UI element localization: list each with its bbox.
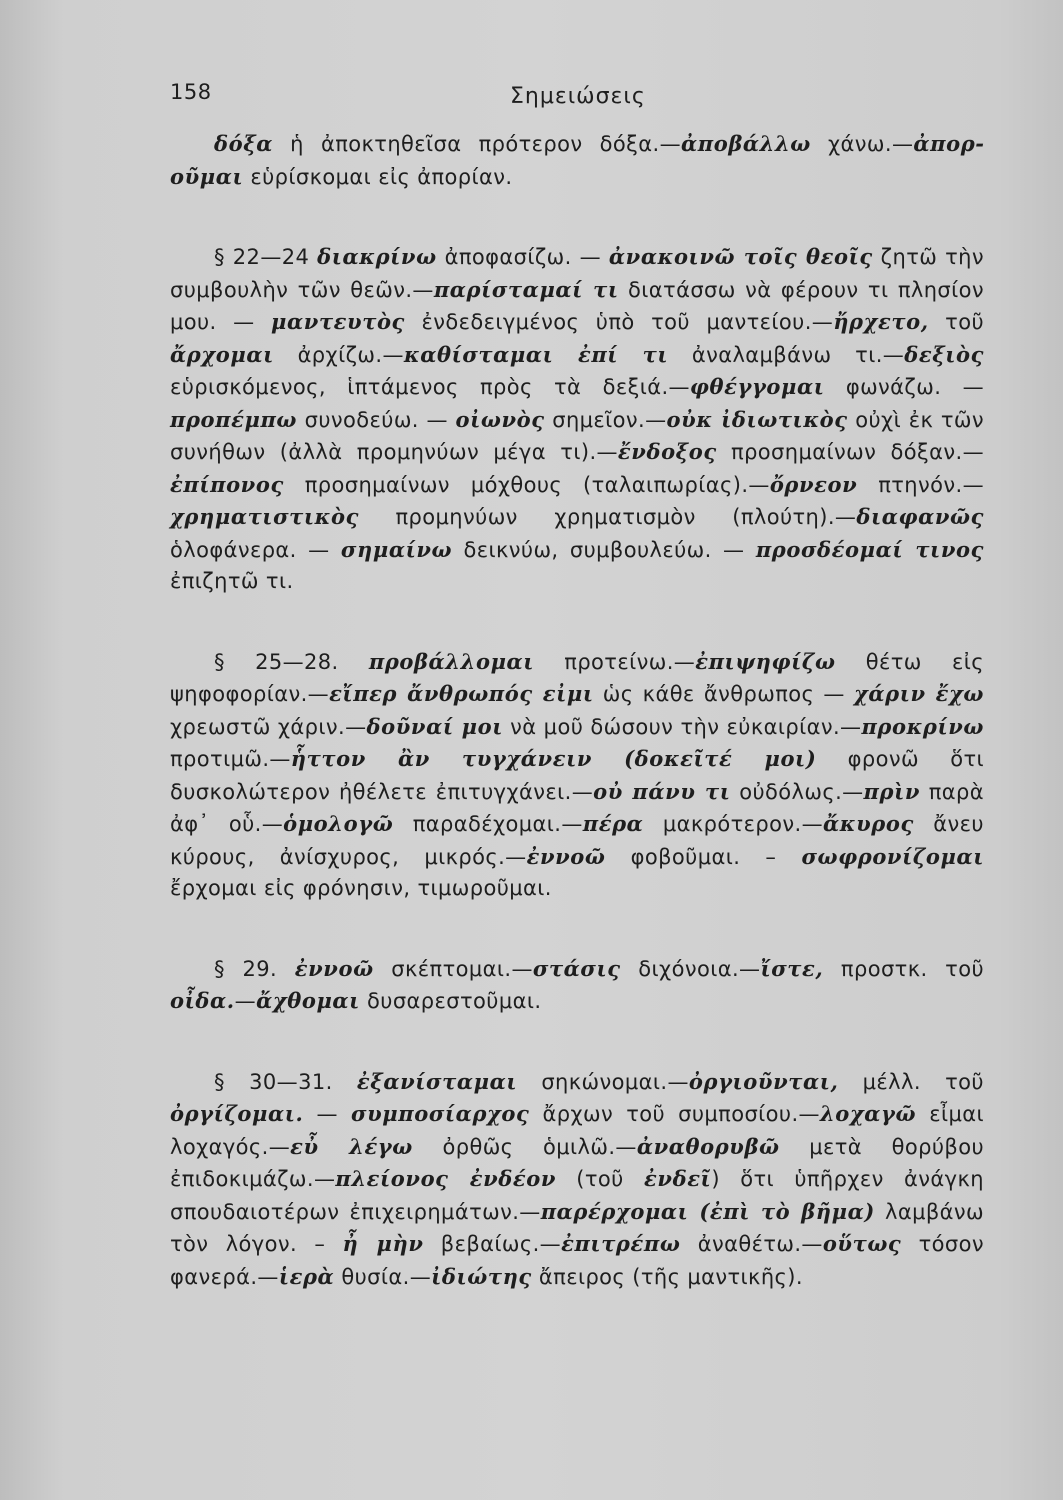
note-paragraph (170, 953, 984, 1018)
entry-gloss: προμηνύων χρηματισμὸν (πλούτη).— (358, 505, 857, 529)
glossary-entry (593, 780, 863, 804)
entry-lemma: εὖ λέγω (290, 1133, 413, 1159)
entry-lemma: ἔνδοξος (617, 439, 717, 464)
entry-lemma: ὁμολογῶ (283, 811, 394, 836)
entry-lemma: προπέμπω (170, 406, 298, 432)
note-paragraph (170, 1066, 984, 1294)
entry-gloss: ἄνευ κύρους, ἀνίσχυρος, μικρός.— (170, 812, 984, 869)
entry-lemma: ἧττον ἂν τυγχάνειν (δοκεῖτέ μοι) (290, 746, 817, 771)
entry-gloss: — (234, 989, 257, 1013)
entry-lemma: λοχαγῶ (819, 1101, 917, 1126)
glossary-entry (357, 1070, 689, 1094)
entry-lemma: ἄχθομαι (256, 988, 360, 1013)
entry-gloss: — (303, 1102, 352, 1126)
entry-lemma: ὀργίζομαι. (170, 1101, 304, 1126)
entry-gloss: μέλλ. τοῦ (838, 1069, 984, 1094)
entry-gloss: φωνάζω. — (824, 375, 984, 399)
entry-gloss: προσημαίνων μόχθους (ταλαιπωρίας).— (283, 472, 770, 497)
glossary-entry (214, 132, 681, 156)
entry-gloss: ἄπειρος (τῆς μαντικῆς). (531, 1264, 803, 1289)
entry-gloss: ἔρχομαι εἰς φρόνησιν, τιμωροῦμαι. (170, 876, 552, 900)
header-title: Σημειώσεις (510, 84, 646, 109)
glossary-entry (770, 473, 984, 497)
entry-gloss: εὑρισκόμενος, ἱπτάμενος πρὸς τὰ δεξιά.— (170, 375, 690, 399)
glossary-entry (317, 245, 609, 269)
note-paragraph (170, 241, 984, 598)
glossary-entry (689, 1070, 984, 1094)
glossary-entry (583, 812, 823, 836)
entry-gloss: τόσον φανερά.— (170, 1232, 984, 1289)
entry-gloss: νὰ μοῦ δώσουν τὴν εὐκαιρίαν.— (502, 714, 862, 739)
glossary-entry (279, 1265, 431, 1289)
entry-gloss: ὡς κάθε ἄνθρωπος — (593, 682, 854, 706)
entry-gloss: ἄρχων τοῦ συμποσίου.— (529, 1102, 820, 1126)
entry-lemma: χρηματιστικὸς (170, 504, 359, 529)
entry-gloss: δεικνύω, συμβουλεύω. — (452, 537, 756, 562)
entry-gloss: προσημαίνων δόξαν.— (716, 440, 984, 464)
entry-gloss: δυσαρεστοῦμαι. (359, 989, 542, 1013)
section-reference: § 29. (214, 956, 295, 981)
entry-gloss: ) ὅτι ὑπῆρχεν ἀνάγκη σπουδαιοτέρων ἐπιχειρημάτων.— (170, 1167, 984, 1224)
page-number: 158 (170, 80, 212, 104)
entry-lemma: συμποσίαρχος (351, 1101, 530, 1126)
entry-lemma: ἄρχομαι (170, 341, 274, 367)
glossary-entry (170, 1102, 351, 1126)
paragraph-gap (170, 1018, 984, 1066)
entry-gloss: ἀναθέτω.— (680, 1232, 823, 1256)
entry-lemma: διακρίνω (317, 244, 437, 269)
entry-gloss: ἀναλαμβάνω τι.— (668, 342, 905, 367)
entry-gloss: διατάσσω νὰ φέρουν τι πλησίον μου. — (170, 277, 985, 334)
glossary-entry (369, 650, 695, 674)
entry-lemma: οὐκ ἰδιωτικὸς (666, 406, 848, 432)
glossary-entry (404, 343, 904, 367)
entry-gloss: μετὰ θορύβου ἐπιδοκιμάζω.— (170, 1134, 985, 1191)
entry-gloss: ὀρθῶς ὁμιλῶ.— (412, 1134, 637, 1159)
glossary-entry (343, 1232, 562, 1256)
entry-lemma: ἐπιψηφίζω (695, 648, 836, 674)
entry-lemma: παρίσταμαί τι (433, 276, 619, 302)
glossary-entry (367, 715, 862, 739)
entry-gloss: φοβοῦμαι. – (605, 844, 802, 869)
section-reference: § 22—24 (214, 245, 318, 269)
entry-gloss: σκέπτομαι.— (373, 956, 533, 981)
entry-lemma: καθίσταμαι ἐπί τι (403, 341, 669, 367)
glossary-entry (681, 132, 913, 156)
entry-lemma: ἱερὰ (278, 1263, 335, 1289)
glossary-entry (170, 343, 404, 367)
glossary-entry (527, 845, 802, 869)
entry-gloss: ζητῶ τὴν συμβουλὴν τῶν θεῶν.— (170, 245, 984, 302)
entry-lemma: ἐνδεῖ (644, 1166, 712, 1191)
entry-gloss: (τοῦ (556, 1167, 645, 1191)
glossary-entry (618, 440, 984, 464)
entry-lemma: διαφανῶς (856, 504, 984, 529)
entry-gloss: τοῦ (928, 310, 984, 334)
entry-lemma: ἤρχετο, (833, 309, 929, 334)
entry-lemma: ἐξανίσταμαι (356, 1068, 518, 1094)
note-paragraph (170, 128, 984, 193)
glossary-entry (170, 473, 770, 497)
entry-lemma: ἴστε, (760, 955, 824, 981)
glossary-entry (335, 1167, 644, 1191)
running-head (170, 80, 990, 114)
entry-gloss: θυσία.— (334, 1264, 432, 1289)
glossary-entry (329, 682, 854, 706)
glossary-entry (295, 957, 533, 981)
glossary-entry (283, 812, 583, 836)
entry-lemma: προκρίνω (861, 713, 985, 739)
entry-lemma: προσδέομαί τινος (755, 536, 984, 562)
entry-lemma: ἐννοῶ (526, 843, 606, 869)
paragraph-gap (170, 193, 984, 241)
entry-gloss: προτιμῶ.— (170, 747, 291, 771)
glossary-entry (271, 310, 833, 334)
entry-lemma: ἐπίπονος (170, 471, 284, 497)
entry-lemma: στάσις (532, 955, 621, 981)
entry-gloss: πτηνόν.— (857, 472, 984, 497)
glossary-entry (351, 1102, 820, 1126)
entry-lemma: χάριν ἔχω (853, 681, 984, 706)
glossary-entry (170, 505, 856, 529)
entry-lemma: ἐπιτρέπω (561, 1231, 681, 1256)
entry-gloss: οὐχὶ ἐκ τῶν συνήθων (ἀλλὰ προμηνύων μέγα τι).— (170, 407, 984, 464)
entry-lemma: ἀνακοινῶ τοῖς θεοῖς (608, 244, 873, 269)
entry-gloss: εὑρίσκομαι εἰς ἀπορίαν. (243, 164, 513, 189)
entry-lemma: οὕτως (822, 1231, 902, 1256)
entry-lemma: δεξιὸς (904, 341, 984, 367)
entry-lemma: προβάλλομαι (368, 648, 535, 674)
glossary-entry (431, 1265, 803, 1289)
entry-lemma: παρέρχομαι (ἐπὶ τὸ βῆμα) (540, 1198, 875, 1224)
glossary-entry (170, 989, 256, 1013)
entry-gloss: σημεῖον.— (544, 407, 667, 432)
entry-gloss: προτείνω.— (534, 649, 696, 674)
entry-lemma: δόξα (214, 131, 274, 156)
glossary-entry (690, 375, 984, 399)
entry-gloss: ἀποφασίζω. — (436, 245, 609, 269)
entry-gloss: εἶμαι λοχαγός.— (170, 1102, 984, 1159)
glossary-entry (533, 957, 761, 981)
entry-gloss: λαμβάνω τὸν λόγον. – (170, 1199, 984, 1256)
entry-gloss: ἀρχίζω.— (273, 342, 404, 367)
entry-gloss: ὁλοφάνερα. — (170, 537, 341, 562)
entry-gloss: παραδέχομαι.— (393, 812, 583, 836)
entry-gloss: φρονῶ ὅτι δυσκολώτερον ἠθέλετε ἐπιτυγχάνει.— (170, 747, 984, 804)
entry-lemma: μαντευτὸς (271, 309, 405, 334)
entry-lemma: οὐ πάνυ τι (593, 778, 731, 804)
entry-lemma: ἦ μὴν (342, 1231, 424, 1256)
entry-gloss: ἐπιζητῶ τι. (170, 569, 294, 593)
notes-body (170, 128, 984, 1293)
entry-lemma: ὀργιοῦνται, (688, 1068, 839, 1094)
entry-gloss: παρὰ ἀφ᾽ οὗ.— (170, 779, 984, 836)
entry-lemma: σωφρονίζομαι (801, 843, 984, 869)
entry-lemma: ἄκυρος (823, 811, 914, 836)
entry-lemma: πρὶν (863, 778, 921, 804)
entry-gloss: οὐδόλως.— (730, 779, 864, 804)
entry-lemma: ὄρνεον (769, 471, 858, 497)
glossary-entry (760, 957, 984, 981)
entry-gloss: συνοδεύω. — (297, 407, 456, 432)
glossary-entry (833, 310, 984, 334)
paragraph-gap (170, 598, 984, 646)
entry-lemma: οἶδα. (170, 988, 235, 1013)
note-paragraph (170, 646, 984, 905)
entry-gloss: ἡ ἀποκτηθεῖσα πρότερον δόξα.— (273, 132, 681, 156)
glossary-entry (256, 989, 541, 1013)
entry-lemma: ἀναθορυβῶ (636, 1133, 780, 1159)
entry-lemma: πλείονος ἐνδέον (335, 1166, 556, 1191)
entry-gloss: χάνω.— (810, 132, 914, 156)
entry-lemma: ἀποροῦμαι (170, 131, 984, 189)
paragraph-gap (170, 905, 984, 953)
entry-lemma: ἀποβάλλω (680, 131, 811, 156)
entry-gloss: χρεωστῶ χάριν.— (170, 714, 367, 739)
section-reference: § 30—31. (214, 1069, 357, 1094)
entry-gloss: ἐνδεδειγμένος ὑπὸ τοῦ μαντείου.— (404, 310, 834, 334)
entry-lemma: ἐννοῶ (294, 955, 374, 981)
glossary-entry (170, 408, 456, 432)
entry-lemma: φθέγγομαι (689, 374, 825, 399)
entry-gloss: διχόνοια.— (620, 956, 761, 981)
section-reference: § 25—28. (214, 649, 369, 674)
entry-gloss: μακρότερον.— (643, 812, 824, 836)
entry-lemma: εἴπερ ἄνθρωπός εἰμι (329, 681, 594, 706)
entry-lemma: δοῦναί μοι (366, 713, 503, 739)
glossary-entry (290, 1135, 637, 1159)
entry-gloss: βεβαίως.— (423, 1232, 562, 1256)
entry-lemma: οἰωνὸς (455, 406, 545, 432)
entry-gloss: σηκώνομαι.— (517, 1069, 689, 1094)
glossary-entry (561, 1232, 823, 1256)
entry-lemma: πέρα (582, 811, 644, 836)
glossary-entry (456, 408, 667, 432)
entry-gloss: θέτω εἰς ψηφοφορίαν.— (170, 649, 984, 706)
entry-gloss: προστκ. τοῦ (823, 956, 985, 981)
entry-lemma: σημαίνω (340, 536, 453, 562)
entry-lemma: ἰδιώτης (431, 1263, 532, 1289)
glossary-entry (341, 538, 756, 562)
